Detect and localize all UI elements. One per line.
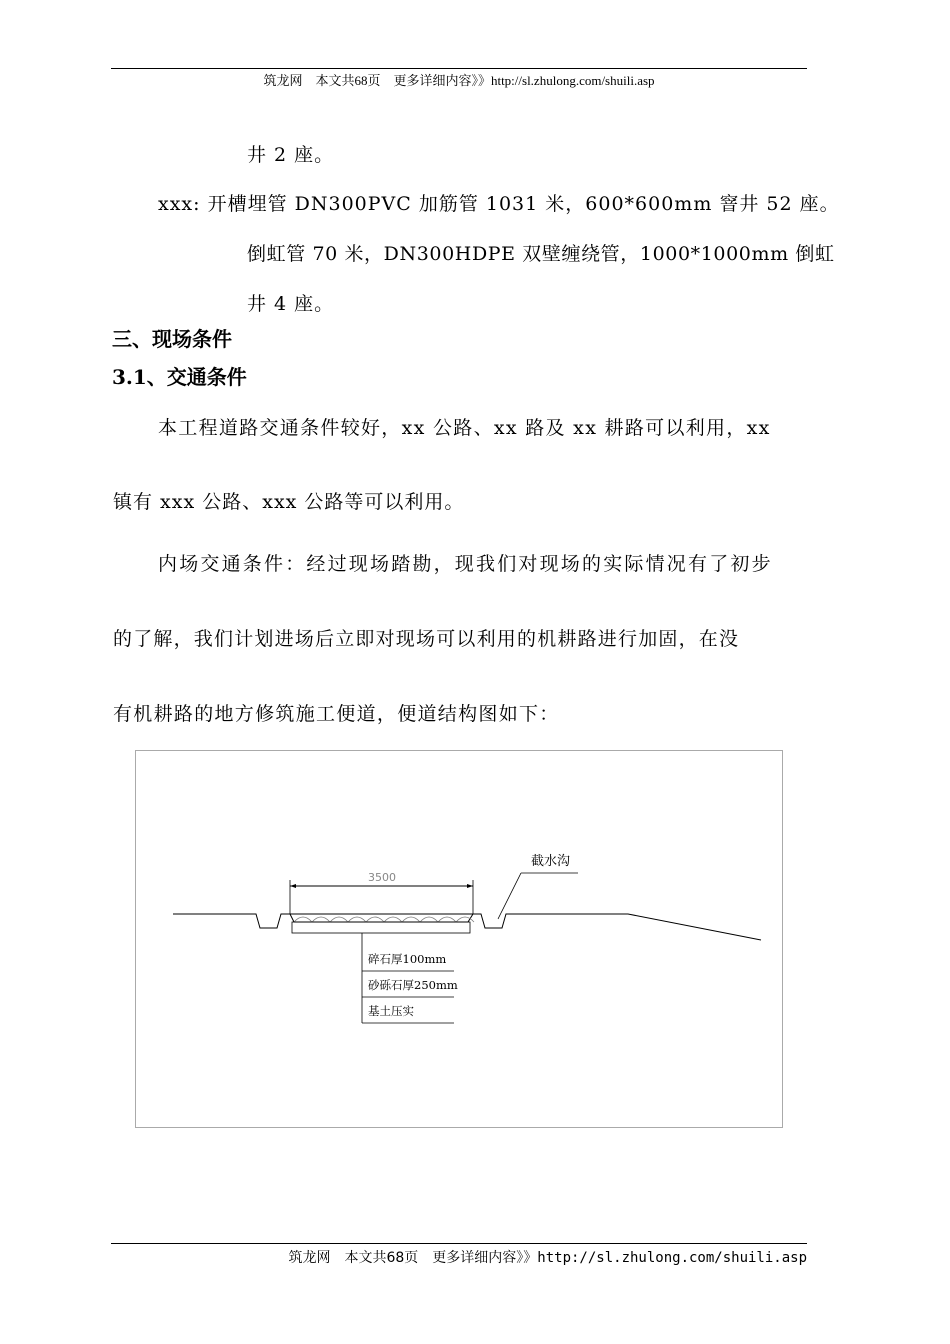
footer-text: 筑龙网 本文共68页 更多详细内容》》 <box>288 1250 538 1266</box>
ditch-label: 截水沟 <box>531 854 571 869</box>
layer-label-sand-gravel: 砂砾石厚250mm <box>368 978 458 992</box>
road-structure-figure <box>135 750 783 1128</box>
text-line-4: 井 4 座。 <box>247 293 335 315</box>
text-line-1: 井 2 座。 <box>247 144 335 166</box>
dimension-arrow-right <box>467 884 473 888</box>
paragraph-1-line-2: 镇有 xxx 公路、xxx 公路等可以利用。 <box>113 491 465 513</box>
base-layer-outline <box>292 922 470 933</box>
header-rule <box>111 68 807 69</box>
dimension-label: 3500 <box>368 871 396 884</box>
ditch-leader-line <box>498 873 521 919</box>
layer-label-crushed-stone: 碎石厚100mm <box>368 952 447 966</box>
text-line-3: 倒虹管 70 米，DN300HDPE 双壁缠绕管，1000*1000mm 倒虹 <box>247 243 835 265</box>
paragraph-2-line-1: 内场交通条件：经过现场踏勘，现我们对现场的实际情况有了初步 <box>158 553 773 575</box>
gravel-layer-pattern <box>294 917 474 922</box>
footer-rule <box>111 1243 807 1244</box>
paragraph-1-line-1: 本工程道路交通条件较好，xx 公路、xx 路及 xx 耕路可以利用，xx <box>158 417 771 439</box>
text-line-2: xxx: 开槽埋管 DN300PVC 加筋管 1031 米，600*600mm 窨井 52 座。 <box>158 193 840 215</box>
dimension-arrow-left <box>290 884 296 888</box>
road-structure-drawing <box>136 751 784 1129</box>
footer-url[interactable]: http://sl.zhulong.com/shuili.asp <box>537 1250 807 1266</box>
ground-profile <box>173 914 761 940</box>
paragraph-2-line-3: 有机耕路的地方修筑施工便道，便道结构图如下： <box>113 703 560 725</box>
page-header: 筑龙网 本文共68页 更多详细内容》》http://sl.zhulong.com/shuili.asp <box>263 73 655 88</box>
paragraph-2-line-2: 的了解，我们计划进场后立即对现场可以利用的机耕路进行加固，在没 <box>113 628 740 650</box>
subsection-heading: 3.1、交通条件 <box>112 365 247 389</box>
page-footer <box>111 1247 807 1267</box>
layer-label-compacted-soil: 基土压实 <box>368 1004 414 1018</box>
section-heading: 三、现场条件 <box>112 327 232 351</box>
